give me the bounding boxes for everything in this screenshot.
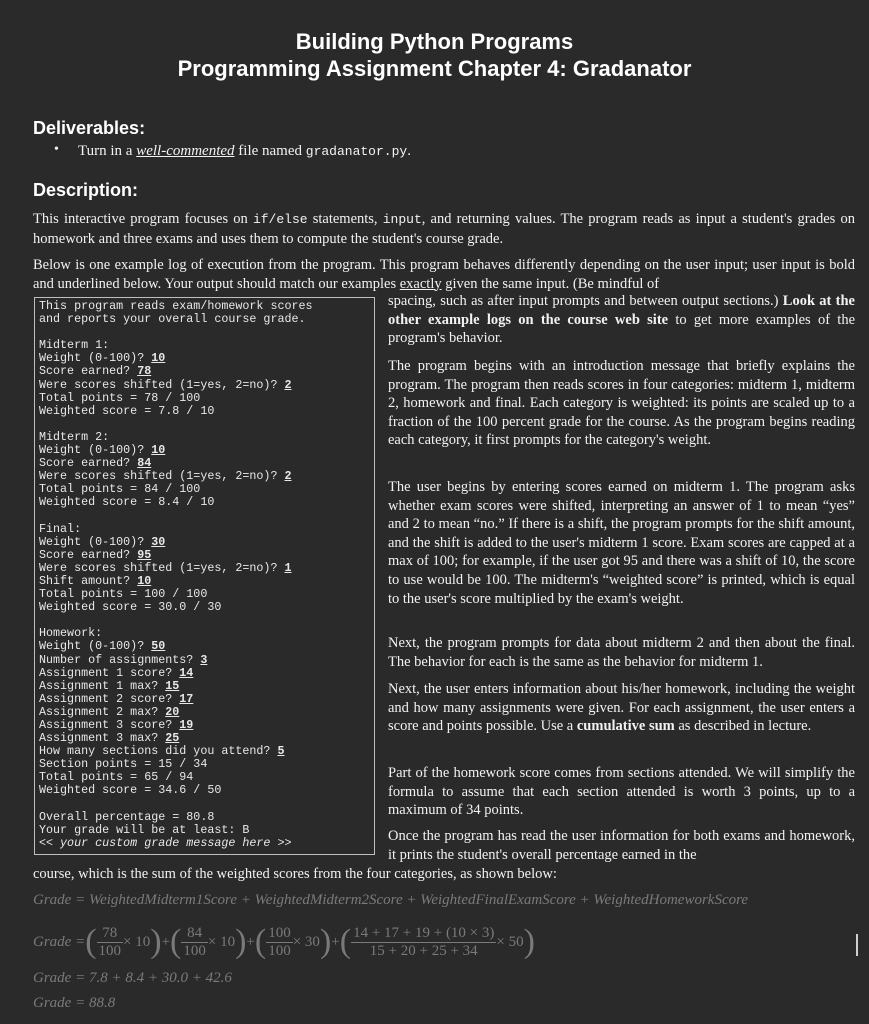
log-input: 20 <box>165 704 180 719</box>
page-title-line2: Programming Assignment Chapter 4: Gradanator <box>177 56 692 81</box>
filename: gradanator.py <box>305 144 408 159</box>
r5-bold: cumulative sum <box>576 718 675 735</box>
log-overall: Overall percentage = 80.8 <box>39 809 215 824</box>
formula-line-2: Grade = ( $\frac{78}{100}$ × 10 ) + ( $\frac{84}{100}$ × 10 ) + ( $\frac{100}{100}$ × 30 ) + ( $\frac{14 + 17 + 19 + (10 \times 3)}{15 + 20 + 25 + 34}$ × 50 ) <box>33 923 535 960</box>
description-paragraph-2 <box>33 256 855 293</box>
log-line: Weighted score = 30.0 / 30 <box>39 600 222 615</box>
example-log <box>39 300 313 850</box>
log-prompt: Were scores shifted (1=yes, 2=no)? <box>39 377 285 392</box>
log-prompt: Were scores shifted (1=yes, 2=no)? <box>39 560 285 575</box>
log-prompt: Assignment 3 score? <box>39 718 180 732</box>
formula-grade-label: Grade = <box>33 933 86 950</box>
log-prompt: Assignment 1 max? <box>39 678 166 693</box>
right-paragraph-4: Next, the program prompts for data about midterm 2 and then about the final. The behavior for each is the same as the behavior for midterm 1. <box>388 635 855 670</box>
p1-code-ifelse: if/else <box>252 212 308 227</box>
p2-text-a: Below is one example log of execution from the program. This program behaves differently depending on the user input; user input is bold and underlined below. Your output should match our examples <box>33 257 855 292</box>
formula-line-3: Grade = 7.8 + 8.4 + 30.0 + 42.6 <box>33 970 232 986</box>
log-input: 10 <box>137 573 152 588</box>
right-paragraph-7: Once the program has read the user information for both exams and homework, it prints the student's overall percentage earned in the <box>388 828 855 863</box>
log-line: Total points = 84 / 100 <box>39 482 201 497</box>
log-input: 30 <box>151 534 166 549</box>
log-prompt: Score earned? <box>39 547 138 562</box>
log-line: Weighted score = 8.4 / 10 <box>39 495 215 510</box>
log-prompt: Weight (0-100)? <box>39 443 152 458</box>
log-prompt: Score earned? <box>39 456 138 471</box>
bullet-icon: • <box>54 142 59 157</box>
log-input: 10 <box>151 443 166 458</box>
log-prompt: Were scores shifted (1=yes, 2=no)? <box>39 469 285 484</box>
log-intro-2: and reports your overall course grade. <box>39 312 306 327</box>
log-line: Section points = 15 / 34 <box>39 757 208 772</box>
p2-text-b: given the same input. (Be mindful of <box>441 275 660 292</box>
r1-text-a: spacing, such as after input prompts and between output sections.) <box>388 293 783 309</box>
r1-bold: Look at the other example logs on the course web site <box>388 293 855 328</box>
log-prompt: Number of assignments? <box>39 652 201 667</box>
log-intro-1: This program reads exam/homework scores <box>39 299 313 313</box>
deliverables-item <box>54 142 411 160</box>
description-paragraph-1 <box>33 210 855 248</box>
well-commented-emph: well-commented <box>136 143 235 159</box>
fraction-final: $\frac{100}{100}$ <box>268 924 291 959</box>
log-input: 3 <box>200 652 208 667</box>
log-input: 78 <box>137 364 152 379</box>
log-homework-head: Homework: <box>39 626 103 641</box>
log-input: 1 <box>284 560 292 575</box>
log-input: 95 <box>137 547 152 562</box>
log-prompt: Assignment 3 max? <box>39 731 166 746</box>
log-prompt: Assignment 2 max? <box>39 704 166 719</box>
log-grade: Your grade will be at least: B <box>39 822 250 837</box>
p1-text-c: , and returning values. The program reads as input a student's grades on homework and three exams and uses them to compute the student's course grade. <box>33 211 855 247</box>
paragraph-7-continued: course, which is the sum of the weighted scores from the four categories, as shown below: <box>33 866 557 882</box>
log-input: 2 <box>284 469 292 484</box>
right-paragraph-5 <box>388 680 855 736</box>
log-custom-message: << your custom grade message here >> <box>39 835 292 850</box>
formula-line-1: Grade = WeightedMidterm1Score + WeightedMidterm2Score + WeightedFinalExamScore + WeightedHomeworkScore <box>33 892 749 908</box>
log-final-head: Final: <box>39 521 82 536</box>
log-prompt: Weight (0-100)? <box>39 351 152 366</box>
log-midterm2-head: Midterm 2: <box>39 429 110 444</box>
log-prompt: How many sections did you attend? <box>39 744 278 759</box>
deliverable-text-mid: file named <box>234 143 306 159</box>
log-prompt: Assignment 2 score? <box>39 691 180 706</box>
p2-exactly: exactly <box>399 275 442 292</box>
p1-text-b: statements, <box>307 211 383 227</box>
p1-code-input: input <box>382 212 422 227</box>
log-input: 15 <box>165 678 180 693</box>
r5-text-b: as described in lecture. <box>674 718 812 735</box>
log-line: Weighted score = 7.8 / 10 <box>39 403 215 418</box>
log-line: Weighted score = 34.6 / 50 <box>39 783 222 798</box>
text-cursor <box>856 934 858 956</box>
log-input: 10 <box>151 351 166 366</box>
log-input: 19 <box>179 718 194 732</box>
log-midterm1-head: Midterm 1: <box>39 338 110 353</box>
log-prompt: Score earned? <box>39 364 138 379</box>
r1-text-b: to get more examples of the program's behavior. <box>388 311 856 347</box>
deliverables-heading: Deliverables: <box>33 118 146 138</box>
log-prompt: Weight (0-100)? <box>39 534 152 549</box>
r5-text-a: Next, the user enters information about his/her homework, including the weight and how many assignments were given. For each assignment, the user enters a score and points possible. Use a <box>388 681 855 735</box>
formula-line-4: Grade = 88.8 <box>33 995 116 1011</box>
log-input: 50 <box>151 639 166 654</box>
log-prompt: Weight (0-100)? <box>39 639 152 654</box>
fraction-midterm2: $\frac{84}{100}$ <box>183 924 206 959</box>
p1-text-a: This interactive program focuses on <box>33 211 253 227</box>
deliverable-text: Turn in a <box>78 143 137 159</box>
log-input: 2 <box>284 377 292 392</box>
description-heading: Description: <box>33 180 139 200</box>
fraction-midterm1: $\frac{78}{100}$ <box>98 924 122 959</box>
log-line: Total points = 65 / 94 <box>39 770 194 785</box>
right-paragraph-2: The program begins with an introduction message that briefly explains the program. The program then reads scores in four categories: midterm 1, midterm 2, homework and final. Each category is weighted: its points are scaled up to a fraction of the 100 percent grade for the course. As the program begins reading each category, it first prompts for the category's weight. <box>388 358 855 449</box>
log-input: 14 <box>179 665 194 680</box>
page-title-line1: Building Python Programs <box>295 29 574 54</box>
log-input: 84 <box>137 456 152 471</box>
right-paragraph-3: The user begins by entering scores earned on midterm 1. The program asks whether exam scores were shifted, interpreting an answer of 1 to mean “yes” and 2 to mean “no.” If there is a shift, the program prompts for the shift amount, and the shift is added to the user's midterm 1 score. Exam scores are capped at a max of 100; for example, if the user got 95 and there was a shift of 10, the score to use would be 100. The midterm's “weighted score” is printed, which is equal to the user's score multiplied by the exam's weight. <box>388 479 855 607</box>
log-input: 25 <box>165 731 180 746</box>
log-prompt: Assignment 1 score? <box>39 665 180 680</box>
log-prompt: Shift amount? <box>39 573 138 588</box>
log-input: 5 <box>277 744 285 759</box>
right-paragraph-1 <box>388 292 855 348</box>
fraction-homework: $\frac{14 + 17 + 19 + (10 \times 3)}{15 + 20 + 25 + 34}$ <box>353 924 495 959</box>
deliverable-text-end: . <box>407 143 411 159</box>
log-line: Total points = 78 / 100 <box>39 390 201 405</box>
log-line: Total points = 100 / 100 <box>39 587 208 602</box>
log-input: 17 <box>179 691 194 706</box>
right-paragraph-6: Part of the homework score comes from sections attended. We will simplify the formula to assume that each section attended is worth 3 points, up to a maximum of 34 points. <box>388 765 855 819</box>
